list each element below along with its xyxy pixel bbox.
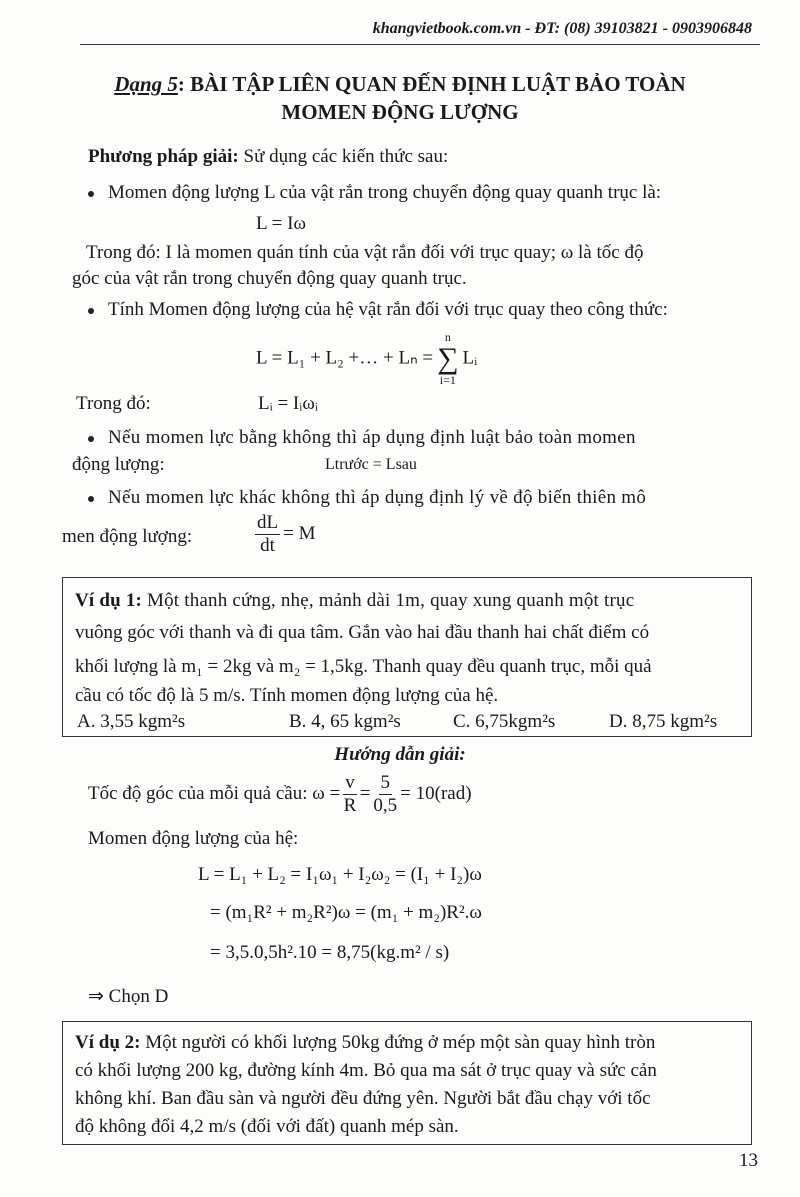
example-1-line2: vuông góc với thanh và đi qua tâm. Gắn vào hai đầu thanh hai chất điểm có [75, 622, 650, 643]
where-2-label: Trong đó: [76, 393, 151, 414]
numerator: 5 [380, 772, 391, 793]
solution-line1-rhs: = 10(rad) [400, 782, 472, 804]
option-d: D. 8,75 kgm²s [609, 711, 718, 732]
sum-top: n [444, 330, 451, 344]
example-2-line2: có khối lượng 200 kg, đường kính 4m. Bỏ qua ma sát ở trục quay và sức cản [75, 1060, 657, 1081]
example-2-line3: không khí. Ban đầu sàn và người đều đứng yên. Người bắt đầu chạy với tốc [75, 1088, 651, 1109]
equation-2: = (m₁R² + m₂R²)ω = (m₁ + m₂)R².ω [210, 902, 482, 923]
sum-bottom: i=1 [439, 373, 456, 387]
formula-rhs: = M [283, 522, 316, 544]
fraction [343, 772, 357, 817]
bullet-3-text: Nếu momen lực bằng không thì áp dụng định luật bảo toàn momen [108, 427, 636, 448]
numerator: v [345, 772, 355, 793]
sum-symbol: n ∑ i=1 [437, 330, 459, 387]
example-2-box [62, 1021, 752, 1145]
title-line1: : BÀI TẬP LIÊN QUAN ĐẾN ĐỊNH LUẬT BẢO TOÀN [177, 72, 686, 96]
equation-3: = 3,5.0,5h².10 = 8,75(kg.m² / s) [210, 942, 450, 963]
example-2-text: Một người có khối lượng 50kg đứng ở mép một sàn quay hình tròn [140, 1032, 656, 1053]
page-header: khangvietbook.com.vn - ĐT: (08) 39103821 - 0903906848 [372, 20, 752, 37]
sum-term: Lᵢ [462, 347, 478, 369]
fraction [373, 772, 397, 817]
bullet-2 [88, 299, 668, 321]
solution-line1-text: Tốc độ góc của mỗi quả cầu: ω = [88, 782, 341, 804]
bullet-icon [88, 308, 94, 314]
bullet-icon [88, 496, 94, 502]
method-intro-text: Sử dụng các kiến thức sau: [238, 146, 449, 167]
bullet-1 [88, 182, 661, 204]
option-c: C. 6,75kgm²s [453, 711, 556, 732]
bullet-4 [88, 487, 646, 509]
bullet-1-text: Momen động lượng L của vật rắn trong chuyển động quay quanh trục là: [108, 182, 662, 203]
method-intro [88, 146, 448, 168]
denominator: dt [260, 535, 275, 556]
bullet-2-text: Tính Momen động lượng của hệ vật rắn đối với trục quay theo công thức: [108, 299, 668, 320]
where-2-formula: Lᵢ = Iᵢωᵢ [258, 393, 318, 414]
solution-heading: Hướng dẫn giải: [334, 744, 466, 765]
example-1-line3: khối lượng là m₁ = 2kg và m₂ = 1,5kg. Thanh quay đều quanh trục, mỗi quả [75, 656, 652, 677]
section-title [60, 72, 740, 97]
solution-line1: Tốc độ góc của mỗi quả cầu: ω = $\frac{v}{R}$ = $\frac{5}{0,5}$ = 10(rad) [88, 772, 472, 816]
formula-2-left: L = L₁ + L₂ +… + Lₙ = [256, 347, 434, 369]
method-label: Phương pháp giải: [88, 146, 239, 167]
where-1-line2: góc của vật rắn trong chuyển động quay quanh trục. [72, 268, 467, 289]
title-label: Dạng 5 [114, 72, 178, 96]
example-2-label: Ví dụ 2: [75, 1032, 141, 1053]
answer: ⇒ Chọn D [88, 986, 169, 1007]
section-title-line2: MOMEN ĐỘNG LƯỢNG [281, 100, 519, 124]
header-divider [80, 44, 760, 45]
equation-1: L = L₁ + L₂ = I₁ω₁ + I₂ω₂ = (I₁ + I₂)ω [198, 864, 482, 885]
bullet-4-line2: men động lượng: [62, 526, 193, 547]
example-1-line4: cầu có tốc độ là 5 m/s. Tính momen động lượng của hệ. [75, 685, 499, 706]
example-1-line1 [75, 590, 634, 612]
denominator: R [343, 795, 357, 816]
bullet-3-line2: động lượng: [72, 454, 165, 475]
example-1-text: Một thanh cứng, nhẹ, mảnh dài 1m, quay xung quanh một trục [142, 590, 635, 611]
denominator: 0,5 [373, 795, 398, 816]
option-a: A. 3,55 kgm²s [77, 711, 186, 732]
formula-1: L = Iω [256, 213, 306, 234]
bullet-icon [88, 191, 94, 197]
bullet-3 [88, 427, 636, 449]
example-2-line1 [75, 1032, 655, 1054]
where-1-line1: Trong đó: I là momen quán tính của vật rắn đối với trục quay; ω là tốc độ [86, 242, 644, 263]
example-2-line4: độ không đổi 4,2 m/s (đối với đất) quanh mép sàn. [75, 1116, 459, 1137]
formula-2 [256, 330, 477, 388]
solution-line2: Momen động lượng của hệ: [88, 828, 299, 849]
fraction [255, 512, 280, 557]
bullet-4-text: Nếu momen lực khác không thì áp dụng định lý về độ biến thiên mô [108, 487, 647, 508]
example-1-box [62, 577, 752, 737]
page-number: 13 [739, 1150, 758, 1171]
bullet-3-formula: Ltrước = Lsau [325, 456, 417, 473]
bullet-icon [88, 436, 94, 442]
option-b: B. 4, 65 kgm²s [289, 711, 401, 732]
numerator: dL [257, 512, 279, 533]
bullet-4-formula [252, 512, 315, 557]
example-1-label: Ví dụ 1: [75, 590, 143, 611]
